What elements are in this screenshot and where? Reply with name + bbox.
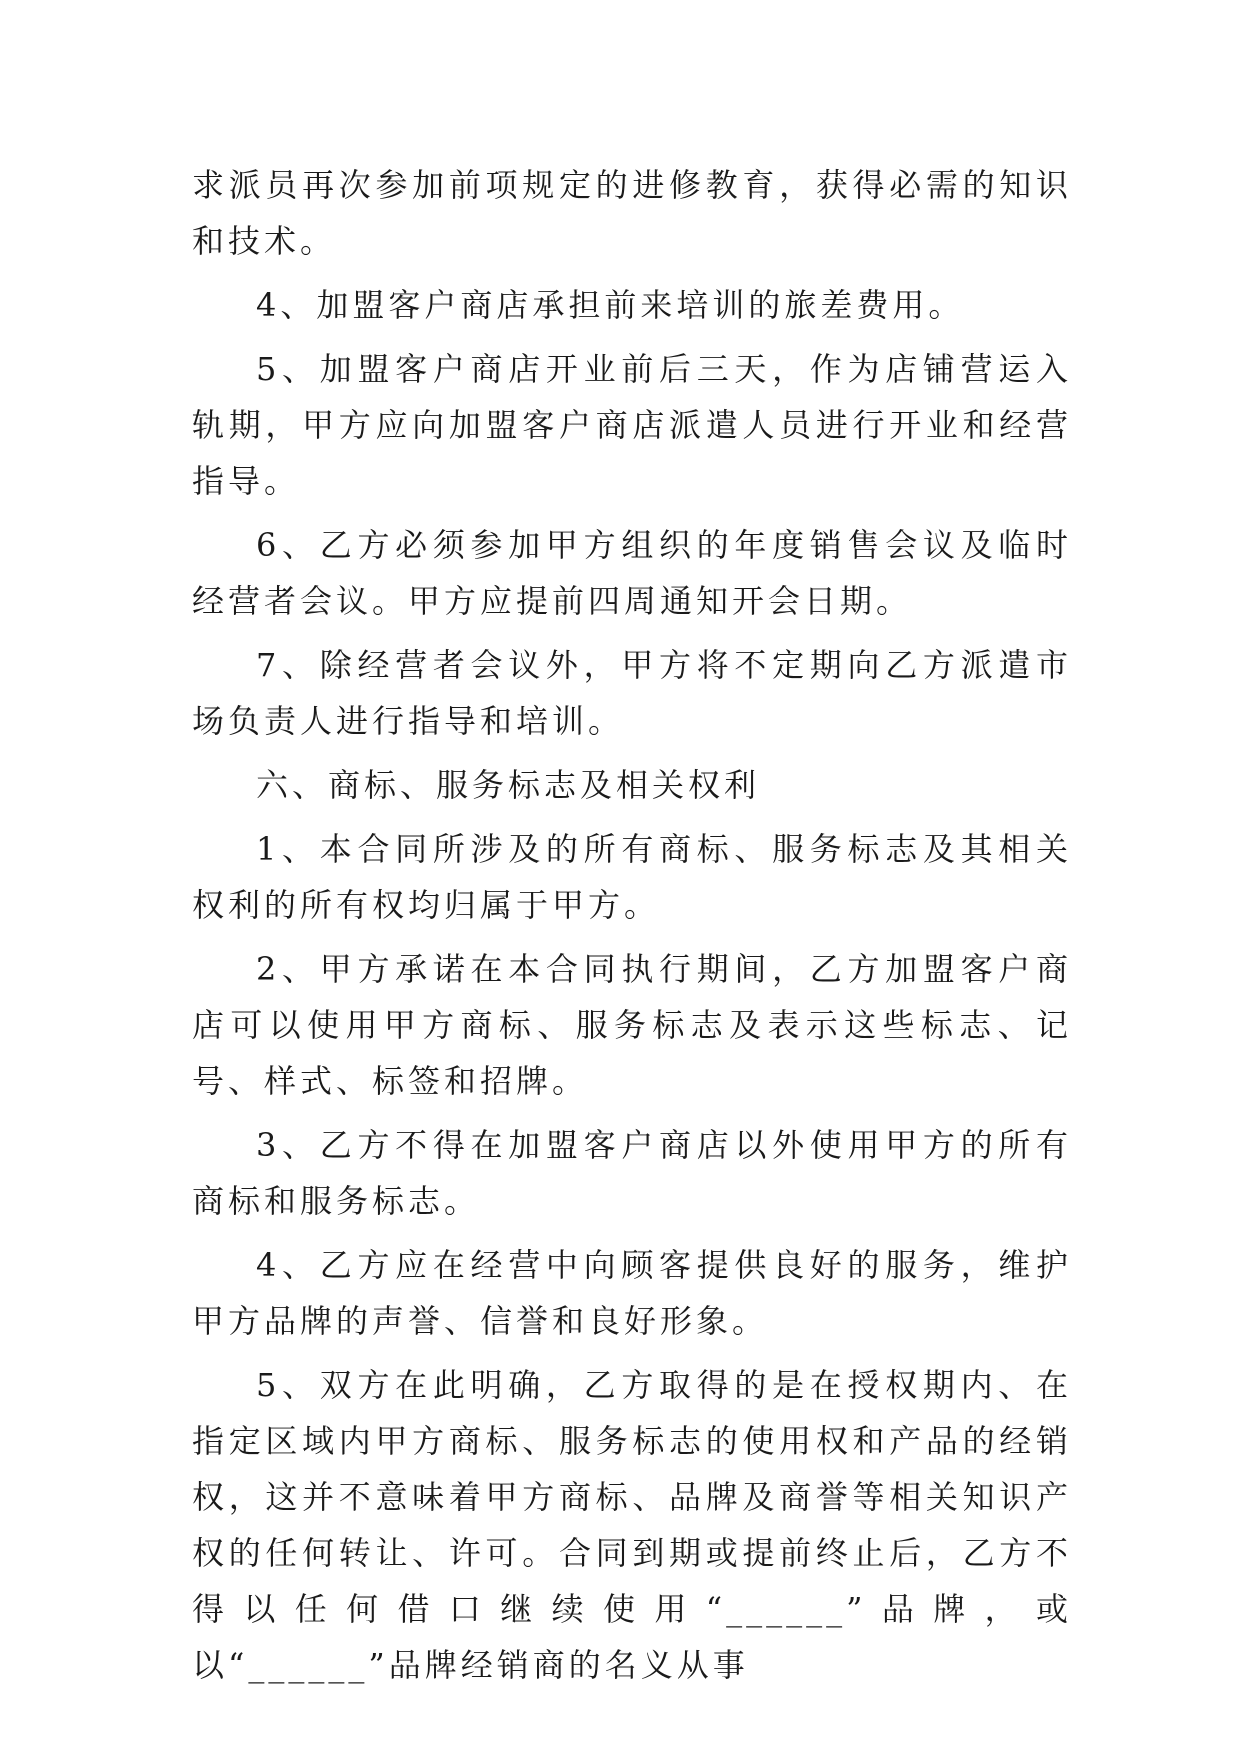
paragraph-1: 求派员再次参加前项规定的进修教育，获得必需的知识和技术。 [192,166,1072,260]
paragraph-11: 5、双方在此明确，乙方取得的是在授权期内、在指定区域内甲方商标、服务标志的使用权和产品的经销权，这并不意味着甲方商标、品牌及商誉等相关知识产权的任何转让、许可。合同到期或提前终止后，乙方不得以任何借口继续使用“______”品牌，或以“______”品牌经销商的名义从事 [192,1366,1072,1684]
paragraph-9: 3、乙方不得在加盟客户商店以外使用甲方的所有商标和服务标志。 [192,1126,1072,1220]
paragraph-10: 4、乙方应在经营中向顾客提供良好的服务，维护甲方品牌的声誉、信誉和良好形象。 [192,1246,1072,1340]
section-heading: 六、商标、服务标志及相关权利 [256,766,761,804]
paragraph-8: 2、甲方承诺在本合同执行期间，乙方加盟客户商店可以使用甲方商标、服务标志及表示这些标志、记号、样式、标签和招牌。 [192,950,1072,1100]
paragraph-7: 1、本合同所涉及的所有商标、服务标志及其相关权利的所有权均归属于甲方。 [192,830,1072,924]
paragraph-5: 7、除经营者会议外，甲方将不定期向乙方派遣市场负责人进行指导和培训。 [192,646,1072,740]
paragraph-2: 4、加盟客户商店承担前来培训的旅差费用。 [256,286,965,324]
document-body [192,157,1072,1701]
paragraph-4: 6、乙方必须参加甲方组织的年度销售会议及临时经营者会议。甲方应提前四周通知开会日期。 [192,526,1072,620]
paragraph-3: 5、加盟客户商店开业前后三天，作为店铺营运入轨期，甲方应向加盟客户商店派遣人员进行开业和经营指导。 [192,350,1072,500]
